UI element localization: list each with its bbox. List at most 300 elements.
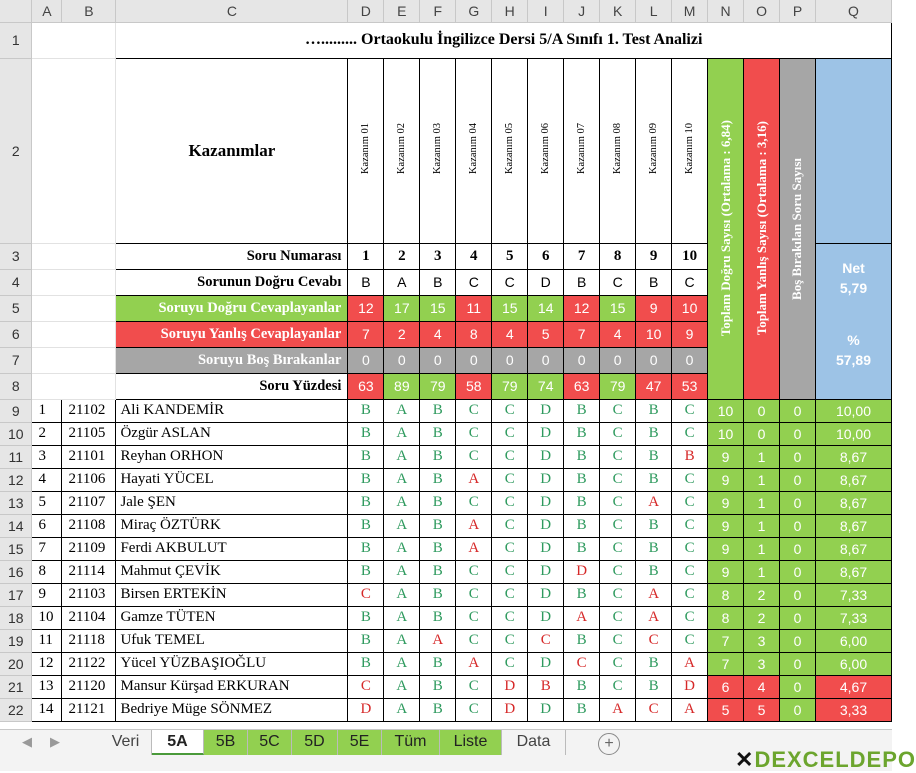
student-blank-total[interactable]: 0 — [780, 698, 816, 721]
sheet-tab[interactable]: 5E — [338, 730, 382, 755]
student-answer[interactable]: D — [528, 560, 564, 583]
student-answer[interactable]: A — [384, 583, 420, 606]
question-number[interactable]: 3 — [420, 243, 456, 269]
blank-count-cell[interactable]: 0 — [600, 347, 636, 373]
student-answer[interactable]: A — [672, 652, 708, 675]
student-name[interactable]: Gamze TÜTEN — [116, 606, 348, 629]
student-correct-total[interactable]: 9 — [708, 514, 744, 537]
percentage-cell[interactable]: 89 — [384, 373, 420, 399]
wrong-count-cell[interactable]: 4 — [492, 321, 528, 347]
student-answer[interactable]: B — [564, 399, 600, 422]
student-answer[interactable]: B — [420, 583, 456, 606]
student-answer[interactable]: C — [492, 629, 528, 652]
question-number[interactable]: 10 — [672, 243, 708, 269]
select-all-corner[interactable] — [0, 0, 32, 22]
column-header[interactable]: C — [116, 0, 348, 22]
answer-key-cell[interactable]: B — [636, 269, 672, 295]
student-answer[interactable]: C — [672, 514, 708, 537]
student-answer[interactable]: C — [672, 583, 708, 606]
student-wrong-total[interactable]: 5 — [744, 698, 780, 721]
student-answer[interactable]: B — [348, 422, 384, 445]
column-header[interactable]: K — [600, 0, 636, 22]
question-number[interactable]: 1 — [348, 243, 384, 269]
kazanim-header[interactable] — [636, 58, 672, 243]
percentage-cell[interactable]: 79 — [600, 373, 636, 399]
student-answer[interactable]: A — [636, 491, 672, 514]
student-wrong-total[interactable]: 1 — [744, 560, 780, 583]
correct-count-cell[interactable]: 15 — [492, 295, 528, 321]
empty-cell[interactable] — [32, 58, 116, 243]
column-header[interactable]: G — [456, 0, 492, 22]
student-answer[interactable]: B — [564, 514, 600, 537]
empty-cell[interactable] — [32, 321, 116, 347]
student-net[interactable]: 7,33 — [815, 606, 891, 629]
student-name[interactable]: Özgür ASLAN — [116, 422, 348, 445]
student-answer[interactable]: B — [636, 652, 672, 675]
column-header[interactable]: F — [420, 0, 456, 22]
student-order[interactable]: 4 — [32, 468, 62, 491]
student-net[interactable]: 10,00 — [815, 399, 891, 422]
row-header[interactable]: 9 — [0, 399, 32, 422]
student-answer[interactable]: D — [528, 491, 564, 514]
student-correct-total[interactable]: 9 — [708, 468, 744, 491]
student-answer[interactable]: B — [636, 399, 672, 422]
student-answer[interactable]: B — [420, 399, 456, 422]
student-answer[interactable]: C — [600, 422, 636, 445]
student-answer[interactable]: C — [636, 698, 672, 721]
student-number[interactable]: 21118 — [62, 629, 116, 652]
student-answer[interactable]: B — [420, 652, 456, 675]
student-answer[interactable]: A — [456, 652, 492, 675]
empty-cell[interactable] — [32, 269, 116, 295]
student-answer[interactable]: B — [348, 537, 384, 560]
student-answer[interactable]: D — [492, 675, 528, 698]
student-wrong-total[interactable]: 1 — [744, 514, 780, 537]
correct-count-cell[interactable]: 9 — [636, 295, 672, 321]
student-name[interactable]: Hayati YÜCEL — [116, 468, 348, 491]
student-correct-total[interactable]: 10 — [708, 422, 744, 445]
student-correct-total[interactable]: 6 — [708, 675, 744, 698]
correct-count-cell[interactable]: 15 — [600, 295, 636, 321]
student-order[interactable]: 10 — [32, 606, 62, 629]
student-net[interactable]: 8,67 — [815, 514, 891, 537]
column-header[interactable]: E — [384, 0, 420, 22]
student-order[interactable]: 3 — [32, 445, 62, 468]
student-answer[interactable]: C — [672, 468, 708, 491]
wrong-count-cell[interactable]: 7 — [348, 321, 384, 347]
column-header[interactable]: Q — [815, 0, 891, 22]
student-answer[interactable]: A — [384, 652, 420, 675]
student-net[interactable]: 4,67 — [815, 675, 891, 698]
wrong-count-cell[interactable]: 8 — [456, 321, 492, 347]
student-answer[interactable]: A — [384, 560, 420, 583]
kazanim-header[interactable] — [456, 58, 492, 243]
student-answer[interactable]: D — [528, 652, 564, 675]
column-header[interactable]: D — [348, 0, 384, 22]
student-answer[interactable]: C — [492, 514, 528, 537]
student-name[interactable]: Yücel YÜZBAŞIOĞLU — [116, 652, 348, 675]
student-net[interactable]: 6,00 — [815, 629, 891, 652]
answer-key-cell[interactable]: B — [420, 269, 456, 295]
student-answer[interactable]: A — [456, 468, 492, 491]
student-blank-total[interactable]: 0 — [780, 468, 816, 491]
student-answer[interactable]: B — [564, 698, 600, 721]
student-answer[interactable]: C — [456, 491, 492, 514]
empty-cell[interactable] — [32, 373, 116, 399]
empty-cell[interactable] — [32, 295, 116, 321]
blank-count-cell[interactable]: 0 — [456, 347, 492, 373]
student-number[interactable]: 21108 — [62, 514, 116, 537]
row-header[interactable]: 1 — [0, 22, 32, 58]
blank-count-cell[interactable]: 0 — [492, 347, 528, 373]
percentage-cell[interactable]: 79 — [492, 373, 528, 399]
student-number[interactable]: 21109 — [62, 537, 116, 560]
student-answer[interactable]: C — [348, 583, 384, 606]
kazanim-header[interactable] — [672, 58, 708, 243]
student-number[interactable]: 21101 — [62, 445, 116, 468]
student-wrong-total[interactable]: 2 — [744, 583, 780, 606]
student-answer[interactable]: B — [420, 698, 456, 721]
student-answer[interactable]: D — [528, 537, 564, 560]
student-number[interactable]: 21122 — [62, 652, 116, 675]
student-number[interactable]: 21105 — [62, 422, 116, 445]
student-net[interactable]: 3,33 — [815, 698, 891, 721]
student-answer[interactable]: C — [456, 422, 492, 445]
student-answer[interactable]: B — [348, 445, 384, 468]
student-name[interactable]: Miraç ÖZTÜRK — [116, 514, 348, 537]
student-answer[interactable]: B — [564, 629, 600, 652]
sheet-tab[interactable]: 5A — [152, 730, 204, 755]
student-name[interactable]: Mahmut ÇEVİK — [116, 560, 348, 583]
row-header[interactable]: 16 — [0, 560, 32, 583]
sheet-tab[interactable]: Liste — [440, 730, 502, 755]
answer-key-cell[interactable]: B — [564, 269, 600, 295]
percentage-cell[interactable]: 53 — [672, 373, 708, 399]
student-answer[interactable]: B — [348, 468, 384, 491]
student-correct-total[interactable]: 8 — [708, 583, 744, 606]
stat-row-label[interactable]: Soruyu Boş Bırakanlar — [116, 347, 348, 373]
student-answer[interactable]: C — [492, 399, 528, 422]
student-answer[interactable]: D — [528, 583, 564, 606]
student-name[interactable]: Ali KANDEMİR — [116, 399, 348, 422]
student-number[interactable]: 21103 — [62, 583, 116, 606]
student-answer[interactable]: C — [600, 514, 636, 537]
student-answer[interactable]: A — [384, 675, 420, 698]
student-correct-total[interactable]: 9 — [708, 560, 744, 583]
percentage-cell[interactable]: 63 — [348, 373, 384, 399]
student-answer[interactable]: C — [600, 491, 636, 514]
student-answer[interactable]: A — [384, 468, 420, 491]
student-answer[interactable]: C — [672, 560, 708, 583]
row-header[interactable]: 6 — [0, 321, 32, 347]
question-number[interactable]: 4 — [456, 243, 492, 269]
student-answer[interactable]: B — [636, 422, 672, 445]
student-answer[interactable]: B — [348, 560, 384, 583]
student-answer[interactable]: C — [492, 422, 528, 445]
student-answer[interactable]: B — [636, 445, 672, 468]
row-header[interactable]: 19 — [0, 629, 32, 652]
row-header[interactable]: 17 — [0, 583, 32, 606]
percentage-cell[interactable]: 74 — [528, 373, 564, 399]
student-answer[interactable]: C — [600, 468, 636, 491]
student-answer[interactable]: A — [564, 606, 600, 629]
student-order[interactable]: 14 — [32, 698, 62, 721]
student-answer[interactable]: B — [564, 537, 600, 560]
student-wrong-total[interactable]: 1 — [744, 445, 780, 468]
student-answer[interactable]: C — [672, 399, 708, 422]
column-header[interactable]: A — [32, 0, 62, 22]
student-number[interactable]: 21107 — [62, 491, 116, 514]
student-answer[interactable]: D — [492, 698, 528, 721]
student-number[interactable]: 21104 — [62, 606, 116, 629]
sheet-tab[interactable]: 5C — [248, 730, 292, 755]
blank-count-cell[interactable]: 0 — [672, 347, 708, 373]
wrong-count-cell[interactable]: 5 — [528, 321, 564, 347]
student-answer[interactable]: C — [492, 583, 528, 606]
column-header[interactable]: N — [708, 0, 744, 22]
student-answer[interactable]: A — [636, 606, 672, 629]
student-answer[interactable]: C — [492, 445, 528, 468]
student-name[interactable]: Ufuk TEMEL — [116, 629, 348, 652]
row-header[interactable]: 8 — [0, 373, 32, 399]
student-answer[interactable]: C — [600, 606, 636, 629]
student-answer[interactable]: C — [600, 583, 636, 606]
student-wrong-total[interactable]: 1 — [744, 491, 780, 514]
student-answer[interactable]: C — [348, 675, 384, 698]
student-number[interactable]: 21114 — [62, 560, 116, 583]
student-number[interactable]: 21120 — [62, 675, 116, 698]
student-answer[interactable]: B — [564, 468, 600, 491]
student-answer[interactable]: A — [384, 537, 420, 560]
student-answer[interactable]: B — [348, 514, 384, 537]
empty-cell[interactable] — [32, 347, 116, 373]
student-correct-total[interactable]: 10 — [708, 399, 744, 422]
student-answer[interactable]: B — [420, 468, 456, 491]
row-header[interactable]: 3 — [0, 243, 32, 269]
row-header[interactable]: 4 — [0, 269, 32, 295]
answer-key-cell[interactable]: B — [348, 269, 384, 295]
prev-sheet-icon[interactable]: ◀ — [22, 734, 32, 749]
column-header[interactable]: B — [62, 0, 116, 22]
student-answer[interactable]: C — [600, 629, 636, 652]
kazanim-header[interactable] — [384, 58, 420, 243]
student-answer[interactable]: B — [636, 468, 672, 491]
student-answer[interactable]: C — [492, 537, 528, 560]
column-header[interactable]: P — [780, 0, 816, 22]
student-answer[interactable]: D — [672, 675, 708, 698]
student-blank-total[interactable]: 0 — [780, 491, 816, 514]
student-blank-total[interactable]: 0 — [780, 445, 816, 468]
student-answer[interactable]: B — [420, 675, 456, 698]
correct-count-cell[interactable]: 14 — [528, 295, 564, 321]
student-answer[interactable]: A — [384, 629, 420, 652]
student-answer[interactable]: B — [420, 514, 456, 537]
student-answer[interactable]: C — [672, 491, 708, 514]
kazanimlar-heading[interactable]: Kazanımlar — [116, 58, 348, 243]
student-answer[interactable]: C — [492, 468, 528, 491]
student-wrong-total[interactable]: 1 — [744, 537, 780, 560]
student-order[interactable]: 11 — [32, 629, 62, 652]
student-answer[interactable]: B — [420, 445, 456, 468]
student-order[interactable]: 8 — [32, 560, 62, 583]
column-header[interactable]: M — [672, 0, 708, 22]
student-correct-total[interactable]: 8 — [708, 606, 744, 629]
student-number[interactable]: 21121 — [62, 698, 116, 721]
student-blank-total[interactable]: 0 — [780, 422, 816, 445]
kazanim-header[interactable] — [348, 58, 384, 243]
student-answer[interactable]: A — [384, 491, 420, 514]
student-net[interactable]: 6,00 — [815, 652, 891, 675]
student-answer[interactable]: B — [564, 583, 600, 606]
student-answer[interactable]: C — [456, 606, 492, 629]
student-blank-total[interactable]: 0 — [780, 537, 816, 560]
student-name[interactable]: Bedriye Müge SÖNMEZ — [116, 698, 348, 721]
student-answer[interactable]: C — [492, 491, 528, 514]
student-answer[interactable]: C — [600, 652, 636, 675]
student-answer[interactable]: A — [600, 698, 636, 721]
percentage-cell[interactable]: 79 — [420, 373, 456, 399]
empty-cell[interactable] — [32, 22, 116, 58]
student-order[interactable]: 9 — [32, 583, 62, 606]
row-header[interactable]: 21 — [0, 675, 32, 698]
student-answer[interactable]: C — [456, 445, 492, 468]
answer-key-cell[interactable]: C — [672, 269, 708, 295]
student-answer[interactable]: A — [456, 514, 492, 537]
student-order[interactable]: 1 — [32, 399, 62, 422]
student-answer[interactable]: A — [384, 606, 420, 629]
student-net[interactable]: 8,67 — [815, 468, 891, 491]
student-answer[interactable]: D — [528, 514, 564, 537]
student-wrong-total[interactable]: 0 — [744, 422, 780, 445]
student-correct-total[interactable]: 9 — [708, 491, 744, 514]
student-order[interactable]: 6 — [32, 514, 62, 537]
answer-key-cell[interactable]: C — [600, 269, 636, 295]
correct-count-cell[interactable]: 17 — [384, 295, 420, 321]
student-blank-total[interactable]: 0 — [780, 514, 816, 537]
student-answer[interactable]: B — [348, 491, 384, 514]
student-wrong-total[interactable]: 2 — [744, 606, 780, 629]
blank-count-cell[interactable]: 0 — [420, 347, 456, 373]
sheet-tab[interactable]: Veri — [100, 730, 152, 755]
empty-cell[interactable] — [32, 243, 116, 269]
student-answer[interactable]: B — [564, 491, 600, 514]
student-answer[interactable]: D — [528, 606, 564, 629]
sheet-tab[interactable]: Tüm — [382, 730, 440, 755]
wrong-count-cell[interactable]: 2 — [384, 321, 420, 347]
row-header[interactable]: 5 — [0, 295, 32, 321]
student-net[interactable]: 10,00 — [815, 422, 891, 445]
student-blank-total[interactable]: 0 — [780, 560, 816, 583]
student-correct-total[interactable]: 9 — [708, 537, 744, 560]
student-answer[interactable]: B — [636, 537, 672, 560]
student-answer[interactable]: B — [420, 422, 456, 445]
percentage-cell[interactable]: 58 — [456, 373, 492, 399]
row-header[interactable]: 11 — [0, 445, 32, 468]
student-answer[interactable]: C — [564, 652, 600, 675]
answer-key-cell[interactable]: D — [528, 269, 564, 295]
student-answer[interactable]: B — [348, 629, 384, 652]
answer-key-cell[interactable]: C — [492, 269, 528, 295]
dogru-cevap-label[interactable]: Sorunun Doğru Cevabı — [116, 269, 348, 295]
student-answer[interactable]: B — [564, 445, 600, 468]
total-wrong-header[interactable] — [744, 58, 780, 399]
stat-row-label[interactable]: Soru Yüzdesi — [116, 373, 348, 399]
column-header[interactable]: J — [564, 0, 600, 22]
net-header[interactable] — [815, 58, 891, 243]
student-answer[interactable]: C — [456, 560, 492, 583]
student-answer[interactable]: C — [600, 560, 636, 583]
student-answer[interactable]: C — [456, 399, 492, 422]
question-number[interactable]: 8 — [600, 243, 636, 269]
answer-key-cell[interactable]: A — [384, 269, 420, 295]
kazanim-header[interactable] — [564, 58, 600, 243]
student-correct-total[interactable]: 5 — [708, 698, 744, 721]
student-blank-total[interactable]: 0 — [780, 583, 816, 606]
column-header[interactable]: L — [636, 0, 672, 22]
student-answer[interactable]: B — [348, 606, 384, 629]
stat-row-label[interactable]: Soruyu Doğru Cevaplayanlar — [116, 295, 348, 321]
student-answer[interactable]: C — [672, 422, 708, 445]
student-answer[interactable]: D — [528, 468, 564, 491]
student-wrong-total[interactable]: 1 — [744, 468, 780, 491]
correct-count-cell[interactable]: 12 — [348, 295, 384, 321]
blank-count-cell[interactable]: 0 — [384, 347, 420, 373]
sheet-tab[interactable]: 5B — [204, 730, 248, 755]
correct-count-cell[interactable]: 15 — [420, 295, 456, 321]
student-answer[interactable]: C — [456, 583, 492, 606]
student-net[interactable]: 8,67 — [815, 445, 891, 468]
percentage-cell[interactable]: 63 — [564, 373, 600, 399]
student-number[interactable]: 21106 — [62, 468, 116, 491]
answer-key-cell[interactable]: C — [456, 269, 492, 295]
student-wrong-total[interactable]: 0 — [744, 399, 780, 422]
student-answer[interactable]: C — [456, 629, 492, 652]
row-header[interactable]: 12 — [0, 468, 32, 491]
row-header[interactable]: 15 — [0, 537, 32, 560]
student-answer[interactable]: C — [600, 399, 636, 422]
student-net[interactable]: 8,67 — [815, 560, 891, 583]
student-answer[interactable]: D — [528, 422, 564, 445]
row-header[interactable]: 22 — [0, 698, 32, 721]
student-answer[interactable]: B — [420, 560, 456, 583]
student-wrong-total[interactable]: 3 — [744, 652, 780, 675]
student-answer[interactable]: C — [456, 698, 492, 721]
student-answer[interactable]: B — [636, 514, 672, 537]
student-answer[interactable]: D — [528, 698, 564, 721]
row-header[interactable]: 10 — [0, 422, 32, 445]
student-answer[interactable]: C — [600, 537, 636, 560]
student-answer[interactable]: B — [636, 675, 672, 698]
question-number[interactable]: 2 — [384, 243, 420, 269]
student-correct-total[interactable]: 9 — [708, 445, 744, 468]
student-answer[interactable]: C — [492, 560, 528, 583]
student-wrong-total[interactable]: 3 — [744, 629, 780, 652]
student-answer[interactable]: A — [384, 514, 420, 537]
student-answer[interactable]: C — [672, 629, 708, 652]
student-answer[interactable]: A — [420, 629, 456, 652]
student-order[interactable]: 2 — [32, 422, 62, 445]
blank-count-cell[interactable]: 0 — [636, 347, 672, 373]
student-correct-total[interactable]: 7 — [708, 652, 744, 675]
blank-count-cell[interactable]: 0 — [348, 347, 384, 373]
stat-row-label[interactable]: Soruyu Yanlış Cevaplayanlar — [116, 321, 348, 347]
student-answer[interactable]: B — [420, 537, 456, 560]
student-answer[interactable]: A — [384, 445, 420, 468]
column-header[interactable]: O — [744, 0, 780, 22]
student-answer[interactable]: B — [564, 422, 600, 445]
question-number[interactable]: 6 — [528, 243, 564, 269]
correct-count-cell[interactable]: 12 — [564, 295, 600, 321]
